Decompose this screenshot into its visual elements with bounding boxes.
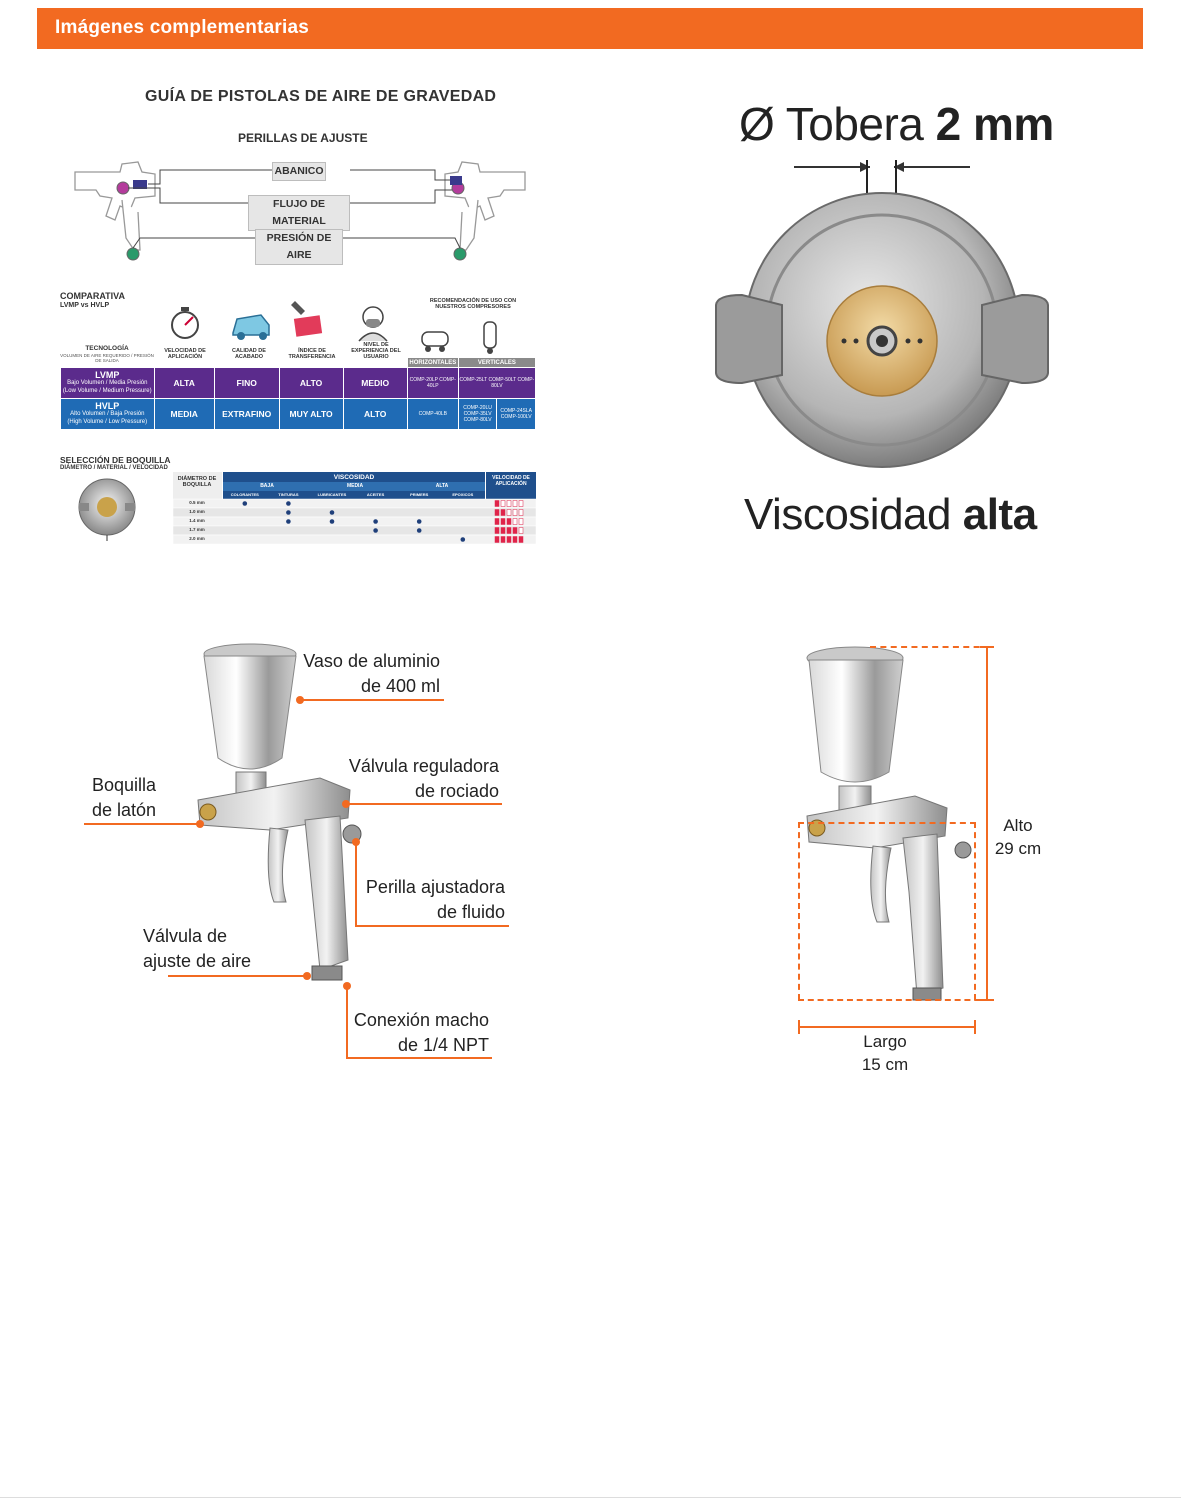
speed-bar — [501, 519, 505, 525]
nozzle-dot — [286, 501, 291, 506]
visc-header: VISCOSIDAD — [333, 474, 375, 481]
horizontal-compressor-icon — [422, 332, 448, 352]
speed-header: VELOCIDAD DE APLICACIÓN — [492, 475, 530, 487]
speed-bar — [513, 528, 517, 534]
dim-box-bottom — [798, 999, 990, 1001]
valvula-aire-dot — [303, 972, 311, 980]
viscosidad-label: Viscosidad alta — [744, 490, 1037, 539]
speed-bar — [507, 501, 511, 507]
speed-bar — [519, 528, 523, 534]
comparison-title: COMPARATIVA — [60, 291, 125, 301]
conexion-dot — [343, 982, 351, 990]
valvula-aire-line — [168, 975, 306, 977]
speed-bar — [495, 501, 499, 507]
nozzle-dot — [286, 519, 291, 524]
size-label: 0.5 mm — [189, 500, 205, 505]
nozzle-closeup — [712, 155, 1057, 475]
nozzle-dot — [243, 501, 248, 506]
nozzle-icon — [75, 475, 139, 547]
dim-box-top — [798, 822, 976, 824]
size-label: 2.0 mm — [189, 536, 205, 541]
speed-bar — [513, 510, 517, 516]
largo-label: Largo 15 cm — [861, 1032, 909, 1074]
callout-vaso: Vaso de aluminio de 400 ml — [303, 651, 440, 696]
speed-bar — [501, 528, 505, 534]
speed-bar — [513, 519, 517, 525]
nozzle-dot — [330, 510, 335, 515]
knob-abanico: ABANICO — [272, 162, 326, 181]
spray-transfer-icon — [291, 301, 322, 337]
vertical-compressor-icon — [484, 322, 496, 354]
speed-bar — [513, 537, 517, 543]
nozzle-dot — [373, 519, 378, 524]
subcol-label: ACEITES — [366, 492, 385, 497]
callout-conexion: Conexión macho de 1/4 NPT — [353, 1010, 489, 1055]
largo-line — [798, 1026, 976, 1028]
comparison-icons — [165, 295, 410, 345]
speed-bar — [507, 537, 511, 543]
size-label: 1.4 mm — [189, 518, 205, 523]
size-label: 1.0 mm — [189, 509, 205, 514]
vaso-line — [301, 699, 444, 701]
compressor-icons — [418, 318, 508, 358]
subcol-label: PRIMERS — [410, 492, 429, 497]
col-velocidad: VELOCIDAD DE APLICACIÓN — [164, 348, 206, 360]
subcol-label: COLORANTES — [230, 492, 259, 497]
speed-bar — [519, 537, 523, 543]
subcol-label: LUBRICANTES — [317, 492, 347, 497]
user-mask-icon — [359, 307, 387, 341]
speed-bar — [501, 537, 505, 543]
nozzle-dot — [286, 510, 291, 515]
speed-bar — [501, 501, 505, 507]
comparison-table — [60, 357, 536, 430]
nozzle-dot — [330, 519, 335, 524]
nozzle-dot — [373, 528, 378, 533]
group-alta: ALTA — [435, 483, 449, 489]
perilla-line-h — [355, 925, 509, 927]
callout-valvula-aire: Válvula de ajuste de aire — [143, 926, 252, 971]
nozzle-dot — [417, 528, 422, 533]
car-icon — [233, 315, 269, 340]
comparison-subtitle: LVMP vs HVLP — [60, 302, 110, 309]
nozzle-dot — [461, 537, 466, 542]
largo-tick-left — [798, 1020, 800, 1034]
alto-label: Alto 29 cm — [994, 816, 1042, 858]
speed-bar — [495, 528, 499, 534]
nozzle-subtitle: DIÁMETRO / MATERIAL / VELOCIDAD — [60, 465, 168, 471]
callout-boquilla: Boquilla de latón — [92, 775, 157, 820]
col-horizontales: HORIZONTALES — [407, 358, 458, 368]
dim-box-right — [974, 822, 976, 1000]
col-indice: ÍNDICE DE TRANSFERENCIA — [288, 348, 336, 360]
speed-bar — [495, 537, 499, 543]
spray-gun-dimensions-photo — [795, 640, 995, 1010]
speed-bar — [519, 501, 523, 507]
tech-sub: VOLUMEN DE AIRE REQUERIDO / PRESIÓN DE SALIDA — [60, 353, 154, 363]
recommend-title: RECOMENDACIÓN DE USO CON NUESTROS COMPRESORES — [429, 298, 517, 310]
row-hvlp: HVLP Alto Volumen / Baja Presión (High Volume / Low Pressure) MEDIA EXTRAFINO MUY ALTO ALTO COMP-40LB COMP-20LU COMP-35LV COMP-80LV COMP-24SLA COMP-100LV — [61, 399, 536, 430]
size-label: 1.7 mm — [189, 527, 205, 532]
alto-tick-bottom — [980, 999, 994, 1001]
speed-bar — [507, 519, 511, 525]
col-verticales: VERTICALES — [458, 358, 535, 368]
speed-bar — [519, 510, 523, 516]
largo-tick-right — [974, 1020, 976, 1034]
section-title: Imágenes complementarias — [55, 17, 310, 38]
group-baja: BAJA — [260, 483, 274, 489]
guide-title: GUÍA DE PISTOLAS DE AIRE DE GRAVEDAD — [145, 88, 497, 105]
knob-flujo: FLUJO DE MATERIAL — [248, 195, 350, 231]
subcol-label: EPOXICOS — [452, 492, 474, 497]
knobs-title: PERILLAS DE AJUSTE — [238, 131, 368, 145]
perilla-dot — [352, 838, 360, 846]
dim-box-left — [798, 822, 800, 1000]
speed-bar — [513, 501, 517, 507]
speed-bar — [495, 519, 499, 525]
nozzle-dot — [417, 519, 422, 524]
dim-top-line — [870, 646, 990, 648]
row-lvmp: LVMP Bajo Volumen / Media Presión (Low Volume / Medium Pressure) ALTA FINO ALTO MEDIO COMP-20LP COMP-40LP COMP-25LT COMP-50LT COMP-80LV — [61, 368, 536, 399]
speed-bar — [501, 510, 505, 516]
col-calidad: CALIDAD DE ACABADO — [232, 348, 266, 360]
callout-perilla: Perilla ajustadora de fluido — [365, 877, 505, 922]
nozzle-title: SELECCIÓN DE BOQUILLA — [60, 455, 171, 465]
col-nivel: NIVEL DE EXPERIENCIA DEL USUARIO — [351, 342, 401, 360]
section-header — [37, 8, 1143, 49]
tech-header: TECNOLOGÍA — [85, 345, 129, 352]
alto-line — [986, 646, 988, 1000]
speed-bar — [519, 519, 523, 525]
callout-valvula-reguladora: Válvula reguladora de rociado — [348, 756, 499, 801]
speed-bar — [507, 510, 511, 516]
knob-presion: PRESIÓN DE AIRE — [255, 229, 343, 265]
speed-bar — [495, 510, 499, 516]
speedometer-icon — [172, 307, 198, 338]
group-media: MEDIA — [346, 483, 364, 489]
diam-header: DIÁMETRO DE BOQUILLA — [177, 476, 217, 488]
nozzle-table — [173, 472, 536, 545]
alto-tick-top — [980, 646, 994, 648]
tobera-title: Ø Tobera 2 mm — [739, 98, 1054, 150]
subcol-label: TINTURAS — [278, 492, 299, 497]
speed-bar — [507, 528, 511, 534]
footer-divider — [0, 1497, 1181, 1498]
boquilla-line — [84, 823, 200, 825]
